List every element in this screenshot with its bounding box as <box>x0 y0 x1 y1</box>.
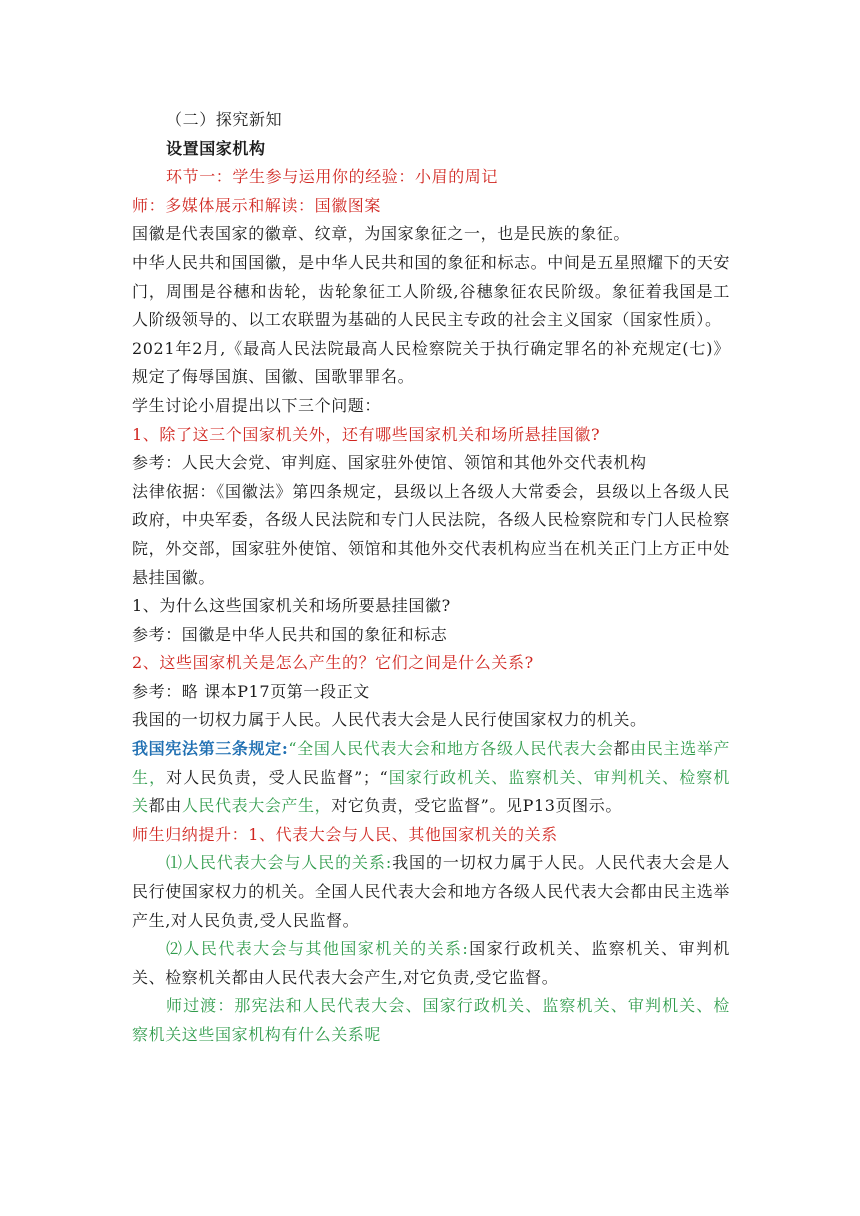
relation-point-one <box>132 849 730 935</box>
document-body <box>132 106 730 1050</box>
constitution-all-by: 都由 <box>148 796 182 816</box>
constitution-all: 都 <box>613 739 631 759</box>
discussion-prompt: 学生讨论小眉提出以下三个问题： <box>132 395 382 415</box>
question-one: 1、除了这三个国家机关外，还有哪些国家机关和场所悬挂国徽? <box>132 424 601 444</box>
reference-three: 参考：略 课本P17页第一段正文 <box>132 681 370 701</box>
legal-regulation: 2021年2月,《最高人民法院最高人民检察院关于执行确定罪名的补充规定(七)》规定了侮辱国旗、国徽、国歌罪罪名。 <box>132 338 730 387</box>
relation-point-one-label: ⑴人民代表大会与人民的关系: <box>166 853 392 873</box>
summary-heading: 师生归纳提升：1、代表大会与人民、其他国家机关的关系 <box>132 824 558 844</box>
power-statement: 我国的一切权力属于人民。人民代表大会是人民行使国家权力的机关。 <box>132 710 647 730</box>
constitution-organs: 国家行政机关、监察机关、审判机关、检察机关 <box>132 767 730 816</box>
reference-two: 参考：国徽是中华人民共和国的象征和标志 <box>132 624 448 644</box>
constitution-article <box>132 735 730 821</box>
constitution-supervised: 对它负责，受它监督”。见P13页图示。 <box>331 796 622 816</box>
emblem-definition: 国徽是代表国家的徽章、纹章，为国家象征之一，也是民族的象征。 <box>132 224 631 244</box>
relation-point-two <box>132 935 730 992</box>
step-one-heading: 环节一：学生参与运用你的经验：小眉的周记 <box>166 167 499 187</box>
relation-point-two-text: 国家行政机关、监察机关、审判机关、检察机关都由人民代表大会产生,对它负责,受它监督。 <box>132 939 730 987</box>
constitution-elected: 由民主选举产生， <box>132 739 730 787</box>
section-heading: （二）探究新知 <box>166 110 283 129</box>
constitution-responsible: 对人民负责，受人民监督”；“ <box>166 767 389 787</box>
question-two: 1、为什么这些国家机关和场所要悬挂国徽? <box>132 596 451 616</box>
legal-basis: 法律依据：《国徽法》第四条规定，县级以上各级人大常委会，县级以上各级人民政府，中央军委，各级人民法院和专门人民法院，各级人民检察院和专门人民检察院，外交部，国家驻外使馆、领馆和其他外交代表机构应当在机关正门上方正中处悬挂国徽。 <box>132 481 730 587</box>
topic-title: 设置国家机构 <box>166 138 266 158</box>
relation-point-two-label: ⑵人民代表大会与其他国家机关的关系: <box>166 939 469 959</box>
constitution-produced: 人民代表大会产生， <box>181 796 332 816</box>
teacher-intro: 师：多媒体展示和解读：国徽图案 <box>132 195 382 215</box>
constitution-label: 我国宪法第三条规定: <box>132 739 289 759</box>
teacher-transition: 师过渡：那宪法和人民代表大会、国家行政机关、监察机关、审判机关、检察机关这些国家机构有什么关系呢 <box>132 996 730 1044</box>
emblem-description: 中华人民共和国国徽，是中华人民共和国的象征和标志。中间是五星照耀下的天安门，周围是谷穗和齿轮，齿轮象征工人阶级,谷穗象征农民阶级。象征着我国是工人阶级领导的、以工农联盟为基础的人民民主专政的社会主义国家（国家性质）。 <box>132 252 730 330</box>
constitution-quote-open: “ <box>288 739 298 759</box>
relation-point-one-text: 我国的一切权力属于人民。人民代表大会是人民行使国家权力的机关。全国人民代表大会和地方各级人民代表大会都由民主选举产生,对人民负责,受人民监督。 <box>132 853 730 930</box>
question-three: 2、这些国家机关是怎么产生的？它们之间是什么关系? <box>132 653 534 673</box>
constitution-congress: 全国人民代表大会和地方各级人民代表大会 <box>297 739 614 759</box>
reference-one: 参考：人民大会党、审判庭、国家驻外使馆、领馆和其他外交代表机构 <box>132 453 647 473</box>
